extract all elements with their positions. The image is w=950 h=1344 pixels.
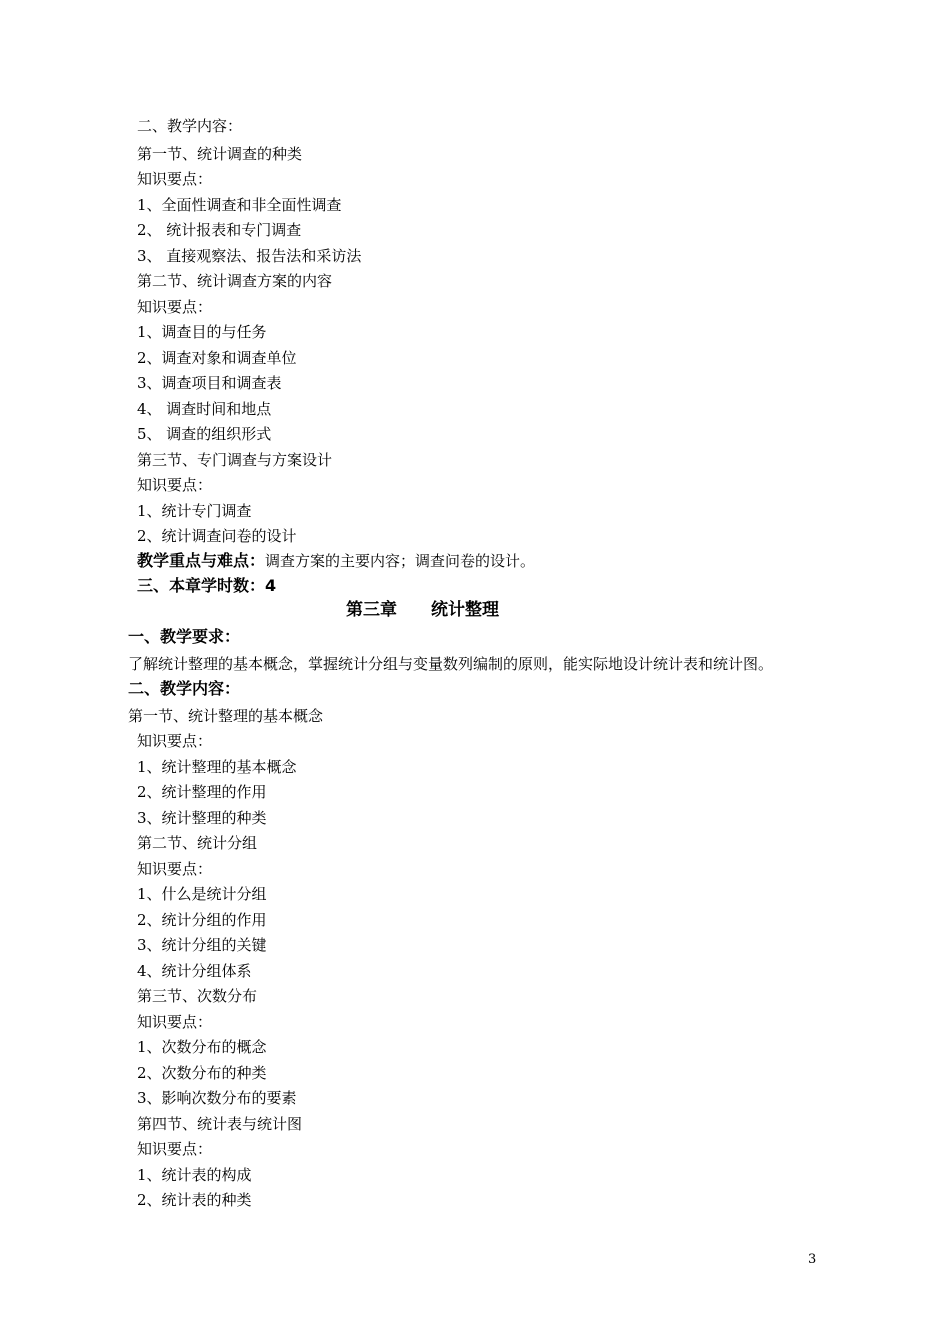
list-item: 2、统计整理的作用 bbox=[137, 783, 267, 801]
list-item: 1、次数分布的概念 bbox=[137, 1038, 267, 1056]
list-item: 5、 调查的组织形式 bbox=[137, 425, 272, 443]
section-name: 第三节、次数分布 bbox=[137, 987, 258, 1005]
requirements-text: 了解统计整理的基本概念，掌握统计分组与变量数列编制的原则，能实际地设计统计表和统计图。 bbox=[128, 655, 774, 673]
list-item: 3、统计整理的种类 bbox=[137, 809, 267, 827]
list-item: 1、统计表的构成 bbox=[137, 1166, 252, 1184]
knowledge-label: 知识要点： bbox=[137, 860, 213, 878]
list-item: 3、影响次数分布的要素 bbox=[137, 1089, 297, 1107]
chapter-title: 第三章 统计整理 bbox=[346, 600, 499, 620]
key-points-label: 教学重点与难点： bbox=[137, 551, 266, 570]
list-item: 4、 调查时间和地点 bbox=[137, 400, 272, 418]
list-item: 1、全面性调查和非全面性调查 bbox=[137, 196, 342, 214]
list-item: 2、次数分布的种类 bbox=[137, 1064, 267, 1082]
list-item: 2、统计调查问卷的设计 bbox=[137, 527, 297, 545]
list-item: 1、统计整理的基本概念 bbox=[137, 758, 297, 776]
knowledge-label: 知识要点： bbox=[137, 1013, 213, 1031]
list-item: 3、调查项目和调查表 bbox=[137, 374, 282, 392]
section-name: 第三节、专门调查与方案设计 bbox=[137, 451, 333, 469]
list-item: 1、调查目的与任务 bbox=[137, 323, 267, 341]
section-heading: 二、教学内容： bbox=[137, 117, 243, 135]
knowledge-label: 知识要点： bbox=[137, 298, 213, 316]
requirements-heading: 一、教学要求： bbox=[128, 627, 241, 646]
list-item: 2、统计分组的作用 bbox=[137, 911, 267, 929]
list-item: 2、统计表的种类 bbox=[137, 1191, 252, 1209]
list-item: 3、 直接观察法、报告法和采访法 bbox=[137, 247, 362, 265]
knowledge-label: 知识要点： bbox=[137, 732, 213, 750]
list-item: 2、调查对象和调查单位 bbox=[137, 349, 297, 367]
list-item: 3、统计分组的关键 bbox=[137, 936, 267, 954]
key-points-line bbox=[137, 551, 535, 571]
page-number: 3 bbox=[808, 1252, 817, 1267]
list-item: 4、统计分组体系 bbox=[137, 962, 252, 980]
section-name: 第一节、统计调查的种类 bbox=[137, 145, 303, 163]
section-name: 第二节、统计分组 bbox=[137, 834, 258, 852]
key-points-text: 调查方案的主要内容；调查问卷的设计。 bbox=[265, 552, 536, 570]
knowledge-label: 知识要点： bbox=[137, 476, 213, 494]
knowledge-label: 知识要点： bbox=[137, 1140, 213, 1158]
list-item: 1、什么是统计分组 bbox=[137, 885, 267, 903]
list-item: 2、 统计报表和专门调查 bbox=[137, 221, 302, 239]
section-name: 第四节、统计表与统计图 bbox=[137, 1115, 303, 1133]
section-name: 第二节、统计调查方案的内容 bbox=[137, 272, 333, 290]
hours-heading: 三、本章学时数：4 bbox=[137, 576, 277, 595]
list-item: 1、统计专门调查 bbox=[137, 502, 252, 520]
section-name: 第一节、统计整理的基本概念 bbox=[128, 707, 324, 725]
knowledge-label: 知识要点： bbox=[137, 170, 213, 188]
content-heading: 二、教学内容： bbox=[128, 679, 241, 698]
